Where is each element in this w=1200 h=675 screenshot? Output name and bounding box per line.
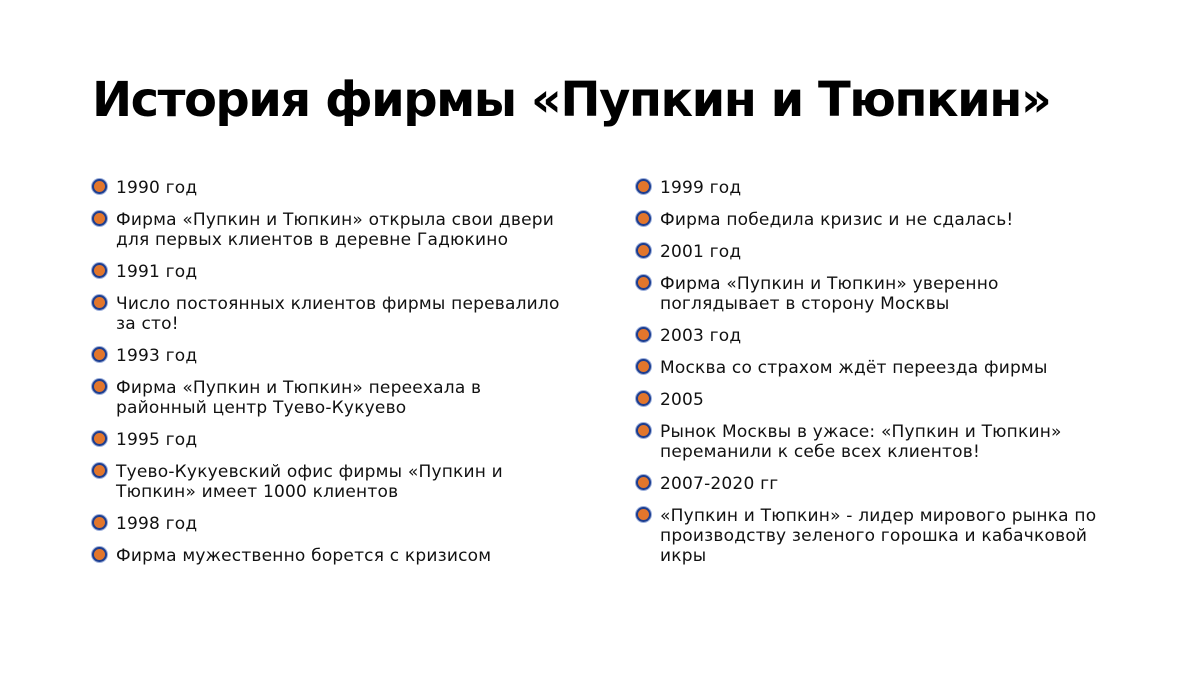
list-item [92, 546, 562, 566]
list-item-text: 1990 год [116, 178, 198, 198]
bullet-icon [92, 263, 107, 278]
list-item-text: 1999 год [660, 178, 742, 198]
bullet-icon [92, 431, 107, 446]
list-item-text: Число постоянных клиентов фирмы перевалило за сто! [116, 294, 560, 334]
bullet-icon [636, 179, 651, 194]
list-item [636, 210, 1116, 230]
list-item-text: Фирма «Пупкин и Тюпкин» переехала в районный центр Туево-Кукуево [116, 378, 482, 418]
list-item-text: 2007-2020 гг [660, 474, 779, 494]
list-item-text: 2001 год [660, 242, 742, 262]
list-item [636, 242, 1116, 262]
bullet-icon [92, 515, 107, 530]
bullet-icon [92, 463, 107, 478]
list-item [92, 294, 562, 334]
list-item [92, 430, 562, 450]
slide-title: История фирмы «Пупкин и Тюпкин» [92, 72, 1051, 128]
list-item [636, 274, 1116, 314]
bullet-icon [92, 379, 107, 394]
list-item [636, 326, 1116, 346]
list-item-text: Фирма «Пупкин и Тюпкин» открыла свои двери для первых клиентов в деревне Гадюкино [116, 210, 554, 250]
bullet-icon [636, 507, 651, 522]
list-item [92, 378, 562, 418]
list-item-text: Туево-Кукуевский офис фирмы «Пупкин и Тюпкин» имеет 1000 клиентов [116, 462, 503, 502]
bullet-icon [636, 243, 651, 258]
list-item [636, 358, 1116, 378]
list-item [636, 506, 1116, 566]
list-item-text: 1993 год [116, 346, 198, 366]
bullet-icon [92, 179, 107, 194]
list-item [636, 422, 1116, 462]
bullet-icon [636, 391, 651, 406]
list-item [92, 462, 562, 502]
list-item-text: Фирма мужественно борется с кризисом [116, 546, 492, 566]
list-item-text: Москва со страхом ждёт переезда фирмы [660, 358, 1048, 378]
left-timeline-column [92, 178, 562, 578]
list-item-text: 1998 год [116, 514, 198, 534]
bullet-icon [636, 275, 651, 290]
list-item [92, 178, 562, 198]
list-item [92, 346, 562, 366]
bullet-icon [636, 211, 651, 226]
list-item [636, 474, 1116, 494]
list-item-text: «Пупкин и Тюпкин» - лидер мирового рынка по производству зеленого горошка и кабачковой икры [660, 506, 1097, 566]
list-item-text: Фирма «Пупкин и Тюпкин» уверенно поглядывает в сторону Москвы [660, 274, 999, 314]
bullet-icon [636, 359, 651, 374]
right-timeline-column [636, 178, 1116, 578]
bullet-icon [92, 211, 107, 226]
bullet-icon [92, 547, 107, 562]
list-item-text: 2005 [660, 390, 705, 410]
list-item [92, 210, 562, 250]
list-item [92, 514, 562, 534]
bullet-icon [92, 347, 107, 362]
list-item-text: Рынок Москвы в ужасе: «Пупкин и Тюпкин» переманили к себе всех клиентов! [660, 422, 1062, 462]
list-item-text: 1995 год [116, 430, 198, 450]
list-item [636, 178, 1116, 198]
list-item [636, 390, 1116, 410]
bullet-icon [636, 327, 651, 342]
bullet-icon [92, 295, 107, 310]
list-item-text: 1991 год [116, 262, 198, 282]
list-item [92, 262, 562, 282]
bullet-icon [636, 475, 651, 490]
bullet-icon [636, 423, 651, 438]
list-item-text: 2003 год [660, 326, 742, 346]
list-item-text: Фирма победила кризис и не сдалась! [660, 210, 1014, 230]
